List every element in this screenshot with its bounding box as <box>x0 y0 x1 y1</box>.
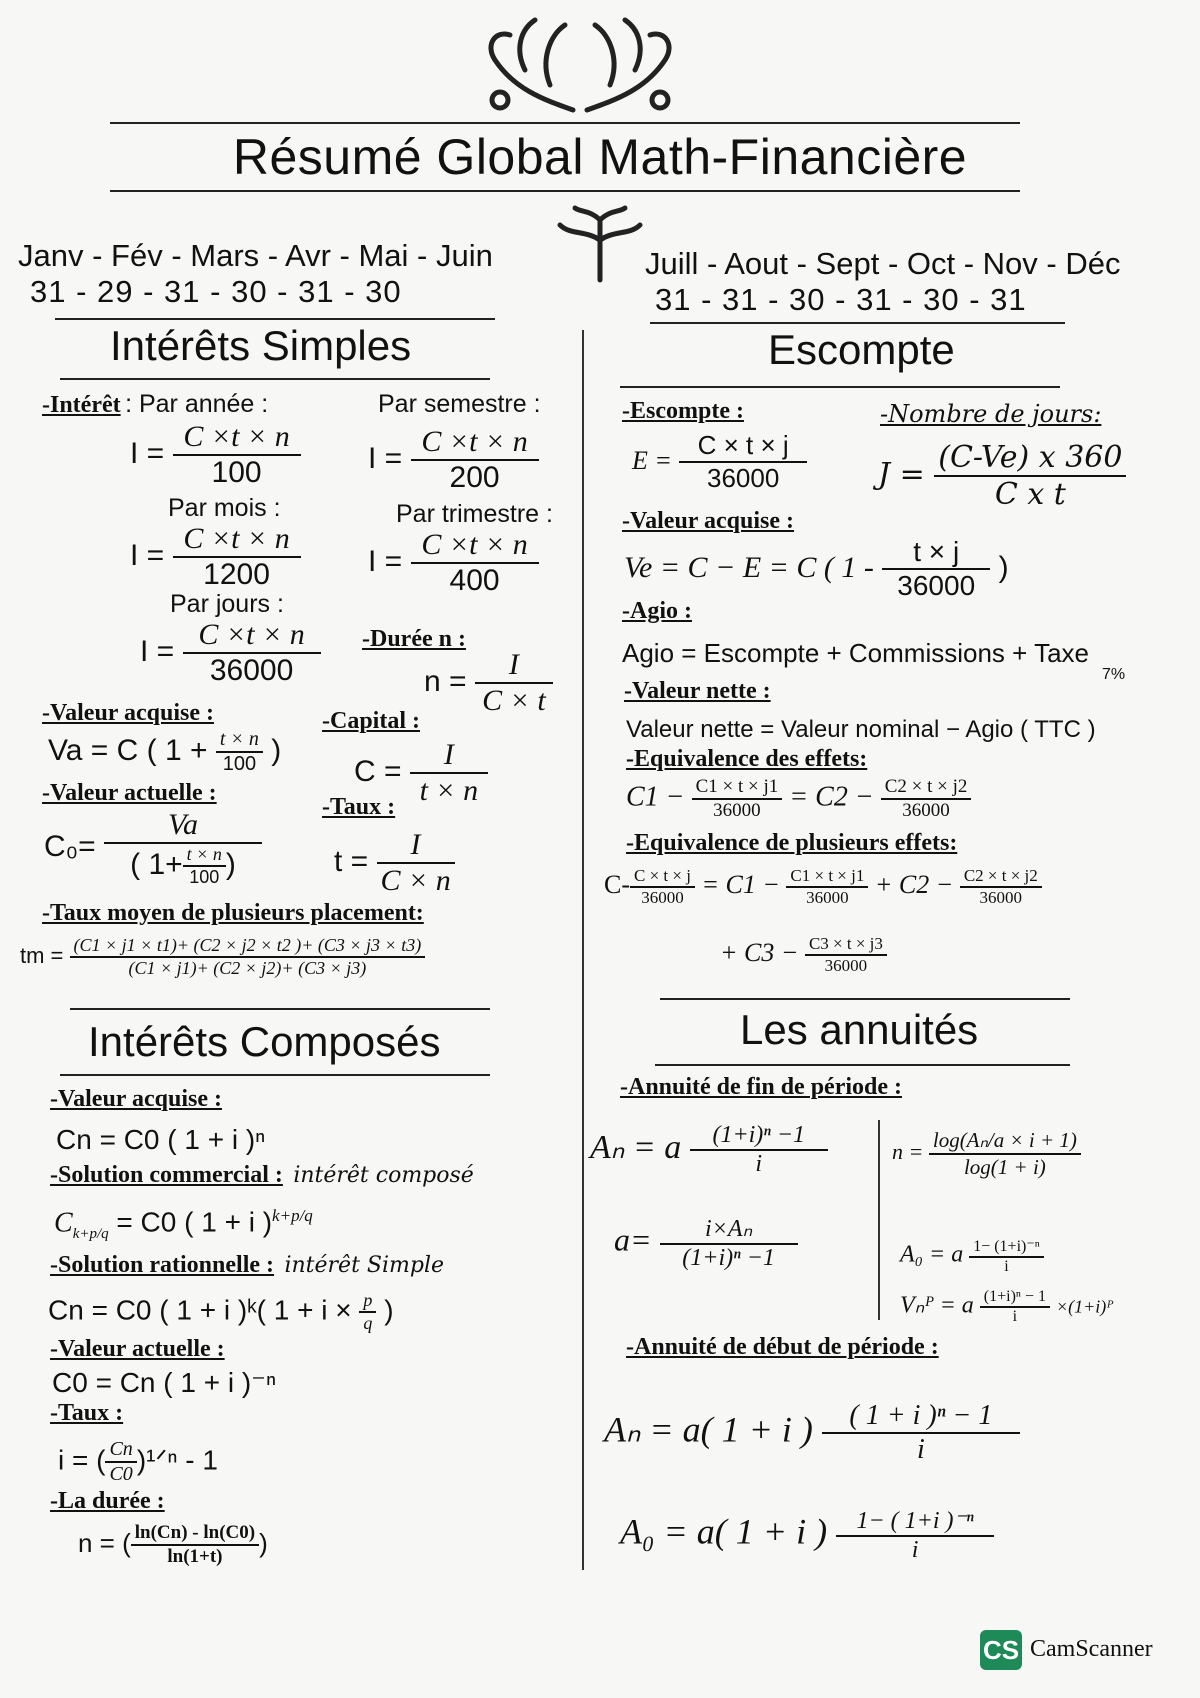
formula-num3: C3 × t × j3 <box>808 934 883 953</box>
escompte-label-text: -Escompte : <box>622 398 744 424</box>
formula-lhs: n = <box>424 664 467 698</box>
formula-num2: C2 × t × j2 <box>963 866 1038 885</box>
column-divider <box>582 330 584 1570</box>
formula-num: 1− ( 1+i )⁻ⁿ <box>856 1508 974 1534</box>
formula-den: i <box>836 1535 994 1564</box>
formula-lhs: I = <box>130 538 165 572</box>
formula-lhs: I = <box>130 436 165 470</box>
formula-lhs: Va = C ( 1 + <box>48 733 208 767</box>
title-top-rule <box>110 122 1020 124</box>
par-annee-label: : Par année : <box>125 390 269 418</box>
formula-part-d: + C3 − <box>720 937 799 967</box>
formula-lhs: n = ( <box>78 1527 131 1558</box>
formula-num: C ×t × n <box>183 420 290 453</box>
formula-num0: C × t × j <box>634 866 691 885</box>
formula-den: 100 <box>173 454 301 490</box>
formula-den: ln(1+t) <box>131 1544 259 1568</box>
annuites-inner-divider <box>878 1120 880 1320</box>
formula-den: 1200 <box>173 556 301 592</box>
formula-den-open: ( 1+ <box>130 847 183 881</box>
formula-vact-compose: C0 = Cn ( 1 + i )⁻ⁿ <box>52 1367 277 1398</box>
formula-part-b: = C2 − <box>789 781 874 813</box>
va-escompte-label-text: -Valeur acquise : <box>622 508 795 534</box>
va-simple-label-text: -Valeur acquise : <box>42 700 215 726</box>
heading-annuites: Les annuités <box>740 1006 979 1053</box>
taux-moyen-label-text: -Taux moyen de plusieurs placement: <box>42 900 424 926</box>
formula-den: 100 <box>216 751 263 776</box>
formula-num: i×Aₙ <box>705 1216 753 1242</box>
valeur-nette-label <box>624 678 771 705</box>
formula-den2: 36000 <box>881 798 972 822</box>
formula-lhs: C₀= <box>44 829 96 863</box>
formula-lhs: I = <box>140 634 175 668</box>
formula-den: C × t <box>475 682 553 718</box>
formula-num: C ×t × n <box>183 522 290 555</box>
formula-num: Cn <box>109 1438 133 1460</box>
formula-lhs: Aₙ = a <box>590 1128 682 1166</box>
months-left-rule <box>55 318 495 320</box>
formula-part-a: C- <box>604 869 630 899</box>
formula-vact-simple <box>44 808 262 888</box>
formula-interet-semestre <box>368 425 539 495</box>
nombre-jours-label: -Nombre de jours: <box>880 400 1102 428</box>
duree-compose-label <box>50 1488 165 1515</box>
par-jours-label: Par jours : <box>170 590 284 618</box>
formula-annuite-debut <box>604 1400 1020 1466</box>
formula-num: Va <box>167 808 198 841</box>
formula-num: C × t × j <box>697 430 789 460</box>
months-right: Juill - Aout - Sept - Oct - Nov - Déc <box>645 246 1121 281</box>
formula-va-compose: Cn = C0 ( 1 + i )ⁿ <box>56 1124 266 1155</box>
agio-label <box>622 598 692 625</box>
formula-equivalence-plusieurs <box>604 866 1042 908</box>
formula-valeur-nette: Valeur nette = Valeur nominal − Agio ( TTC ) <box>626 716 1096 743</box>
capital-label-text: -Capital : <box>322 708 420 734</box>
taux-compose-label <box>50 1400 123 1427</box>
formula-num: I <box>443 738 454 771</box>
formula-lhs: A₀ = a( 1 + i ) <box>620 1511 828 1552</box>
formula-escompte <box>632 430 807 494</box>
formula-exp: k+p/q <box>272 1206 313 1225</box>
formula-den: 200 <box>411 459 539 495</box>
formula-den: 36000 <box>183 652 321 688</box>
formula-interet-jours <box>140 618 321 688</box>
days-left: 31 - 29 - 31 - 30 - 31 - 30 <box>30 274 402 309</box>
solution-commercial-note: intérêt composé <box>293 1163 474 1188</box>
annuites-top-rule <box>660 998 1070 1000</box>
formula-den: 400 <box>411 562 539 598</box>
formula-lhs: a= <box>614 1221 652 1258</box>
taux-simple-label-text: -Taux : <box>322 794 396 820</box>
formula-taux-simple <box>334 828 455 898</box>
formula-num: C ×t × n <box>421 425 528 458</box>
formula-part-c: + C2 − <box>874 869 954 899</box>
formula-den1: 36000 <box>692 798 783 822</box>
interet-label <box>42 390 268 419</box>
formula-num: C ×t × n <box>198 618 305 651</box>
equivalence-plusieurs-label-text: -Equivalence de plusieurs effets: <box>626 830 958 856</box>
agio-label-text: -Agio : <box>622 598 692 624</box>
formula-num: (1+i)ⁿ − 1 <box>983 1288 1046 1305</box>
par-trimestre-label: Par trimestre : <box>396 500 553 528</box>
months-left: Janv - Fév - Mars - Avr - Mai - Juin <box>18 238 493 273</box>
heading-escompte: Escompte <box>768 326 955 373</box>
formula-num1: C1 × t × j1 <box>790 866 865 885</box>
duree-label-text: -Durée n : <box>362 626 466 652</box>
taux-moyen-label <box>42 900 424 927</box>
duree-compose-label-text: -La durée : <box>50 1488 165 1514</box>
formula-den-num: t × n <box>186 844 222 864</box>
formula-den: C x t <box>934 475 1126 512</box>
formula-annuite-debut-a0 <box>620 1506 994 1564</box>
formula-den1: 36000 <box>786 886 868 908</box>
title-bottom-rule <box>110 190 1020 192</box>
floral-ornament-icon <box>455 0 705 120</box>
heading-interets-composes: Intérêts Composés <box>88 1018 441 1065</box>
formula-num: t × j <box>913 536 960 567</box>
formula-a-annuite <box>614 1214 798 1272</box>
formula-den: (1+i)ⁿ −1 <box>660 1243 798 1272</box>
formula-den3: 36000 <box>805 954 887 976</box>
formula-nombre-jours <box>878 440 1126 512</box>
solution-commercial-label: -Solution commercial : <box>50 1162 283 1188</box>
formula-den-den: 100 <box>183 865 226 888</box>
formula-equivalence-effets <box>626 776 971 822</box>
valeur-nette-label-text: -Valeur nette : <box>624 678 771 704</box>
formula-den: log(1 + i) <box>929 1153 1081 1180</box>
equivalence-effets-label-text: -Equivalence des effets: <box>626 746 868 772</box>
camscanner-logo-icon: CS <box>980 1630 1022 1670</box>
formula-num: ( 1 + i )ⁿ − 1 <box>849 1400 993 1431</box>
formula-num1: C1 × t × j1 <box>695 776 779 797</box>
vact-compose-label-text: -Valeur actuelle : <box>50 1336 225 1362</box>
capital-label <box>322 708 420 735</box>
center-ornament-icon <box>550 200 650 290</box>
formula-rhs: = C0 ( 1 + i ) <box>116 1206 273 1238</box>
formula-num: (C-Ve) x 360 <box>938 440 1123 475</box>
formula-den0: 36000 <box>630 886 695 908</box>
formula-lhs: t = <box>334 844 369 878</box>
formula-lhs: Ve = C − E = C ( 1 - <box>624 550 874 584</box>
formula-num: ln(Cn) - ln(C0) <box>134 1522 256 1543</box>
va-simple-label <box>42 700 214 727</box>
formula-main: Cn = C0 ( 1 + i )ᵏ( 1 + i × <box>48 1294 352 1326</box>
formula-num: (C1 × j1 × t1)+ (C2 × j2 × t2 )+ (C3 × j3 × t3) <box>73 935 422 955</box>
formula-annuite-fin <box>590 1122 828 1178</box>
annuites-rule <box>655 1064 1070 1066</box>
formula-lhs: C = <box>354 754 402 788</box>
formula-num: log(Aₙ/a × i + 1) <box>932 1128 1077 1152</box>
annuite-debut-label <box>626 1334 939 1361</box>
formula-interet-trimestre <box>368 528 539 598</box>
interet-label-text: -Intérêt <box>42 392 121 418</box>
formula-n-annuite <box>892 1128 1081 1180</box>
solution-rationnelle-note: intérêt Simple <box>284 1253 445 1278</box>
formula-va-simple <box>48 728 281 776</box>
formula-den: i <box>980 1306 1050 1326</box>
agio-tax-rate: 7% <box>1102 666 1126 683</box>
formula-den-close: ) <box>225 847 236 881</box>
formula-interet-annee <box>130 420 301 490</box>
formula-lhs: I = <box>368 441 403 475</box>
formula-part-b: = C1 − <box>701 869 780 899</box>
formula-solution-rationnelle <box>48 1290 394 1334</box>
formula-lhs: A₀ = a <box>900 1241 964 1268</box>
solution-commercial-row <box>50 1162 474 1189</box>
annuite-debut-label-text: -Annuité de début de période : <box>626 1334 939 1360</box>
formula-duree-compose <box>78 1522 268 1568</box>
taux-compose-label-text: -Taux : <box>50 1400 124 1426</box>
formula-end: ) <box>384 1294 394 1326</box>
formula-den: (C1 × j1)+ (C2 × j2)+ (C3 × j3) <box>70 956 426 979</box>
vact-compose-label <box>50 1336 225 1363</box>
formula-lhs: C <box>54 1207 73 1239</box>
formula-vp-annuite <box>900 1288 1113 1326</box>
formula-num: (1+i)ⁿ −1 <box>712 1122 806 1148</box>
formula-lhs: tm = <box>20 942 64 968</box>
formula-lhs: J = <box>878 457 925 492</box>
formula-solution-commercial <box>54 1206 313 1243</box>
escompte-label <box>622 398 744 425</box>
heading-interets-simples: Intérêts Simples <box>110 322 412 369</box>
formula-den: i <box>822 1432 1020 1466</box>
months-right-rule <box>650 322 1065 324</box>
formula-taux-compose <box>58 1438 218 1486</box>
formula-lhs: i = ( <box>58 1444 106 1476</box>
formula-den: C × n <box>377 862 455 898</box>
formula-den: i <box>969 1256 1044 1276</box>
formula-den: q <box>359 1311 376 1334</box>
va-escompte-label <box>622 508 794 535</box>
formula-den: i <box>690 1149 828 1178</box>
annuite-fin-label <box>620 1074 902 1101</box>
equivalence-effets-label <box>626 746 867 773</box>
formula-end: ×(1+i)ᴾ <box>1055 1296 1114 1317</box>
page-title: Résumé Global Math-Financière <box>232 129 968 185</box>
solution-rationnelle-row <box>50 1252 444 1279</box>
formula-part-a: C1 − <box>626 781 685 813</box>
camscanner-brand: CamScanner <box>1030 1636 1153 1662</box>
formula-lhs: n = <box>892 1139 924 1165</box>
formula-lhs: I = <box>368 544 403 578</box>
va-compose-label <box>50 1086 222 1113</box>
formula-lhs: Vₙᴾ = a <box>900 1292 974 1319</box>
formula-num: t × n <box>219 728 259 750</box>
formula-lhs: E = <box>632 445 672 475</box>
formula-num: I <box>410 828 421 861</box>
par-mois-label: Par mois : <box>168 494 281 522</box>
vact-simple-label <box>42 780 217 807</box>
formula-equivalence-plusieurs-line2 <box>720 934 887 976</box>
escompte-rule <box>620 386 1060 388</box>
formula-va-escompte <box>624 536 1009 602</box>
interets-composes-rule <box>60 1074 490 1076</box>
interets-simples-rule <box>60 378 490 380</box>
formula-den: 36000 <box>882 568 990 602</box>
vact-simple-label-text: -Valeur actuelle : <box>42 780 217 806</box>
interets-composes-top-rule <box>70 1008 490 1010</box>
equivalence-plusieurs-label <box>626 830 957 857</box>
formula-den: C0 <box>105 1461 136 1486</box>
formula-den: 36000 <box>679 461 807 494</box>
formula-num: I <box>508 648 519 681</box>
par-semestre-label: Par semestre : <box>378 390 541 418</box>
formula-taux-moyen <box>20 935 425 979</box>
formula-den: t × n <box>410 772 488 808</box>
annuite-fin-label-text: -Annuité de fin de période : <box>620 1074 902 1100</box>
taux-simple-label <box>322 794 395 821</box>
formula-num: p <box>363 1290 373 1310</box>
days-right: 31 - 31 - 30 - 31 - 30 - 31 <box>655 282 1027 317</box>
formula-sub: k+p/q <box>72 1225 109 1242</box>
formula-num: C ×t × n <box>421 528 528 561</box>
formula-exp: )¹ᐟⁿ - 1 <box>136 1444 218 1476</box>
va-compose-label-text: -Valeur acquise : <box>50 1086 223 1112</box>
formula-duree <box>424 648 553 718</box>
formula-a0-annuite <box>900 1236 1044 1276</box>
formula-interet-mois <box>130 522 301 592</box>
formula-num2: C2 × t × j2 <box>884 776 968 797</box>
formula-den2: 36000 <box>960 886 1042 908</box>
formula-agio: Agio = Escompte + Commissions + Taxe <box>622 638 1090 668</box>
solution-rationnelle-label: -Solution rationnelle : <box>50 1252 275 1278</box>
formula-end: ) <box>259 1527 268 1558</box>
formula-lhs: Aₙ = a( 1 + i ) <box>604 1409 813 1450</box>
formula-end: ) <box>998 550 1009 584</box>
formula-end: ) <box>271 733 282 767</box>
formula-num: 1− (1+i)⁻ⁿ <box>973 1238 1040 1255</box>
